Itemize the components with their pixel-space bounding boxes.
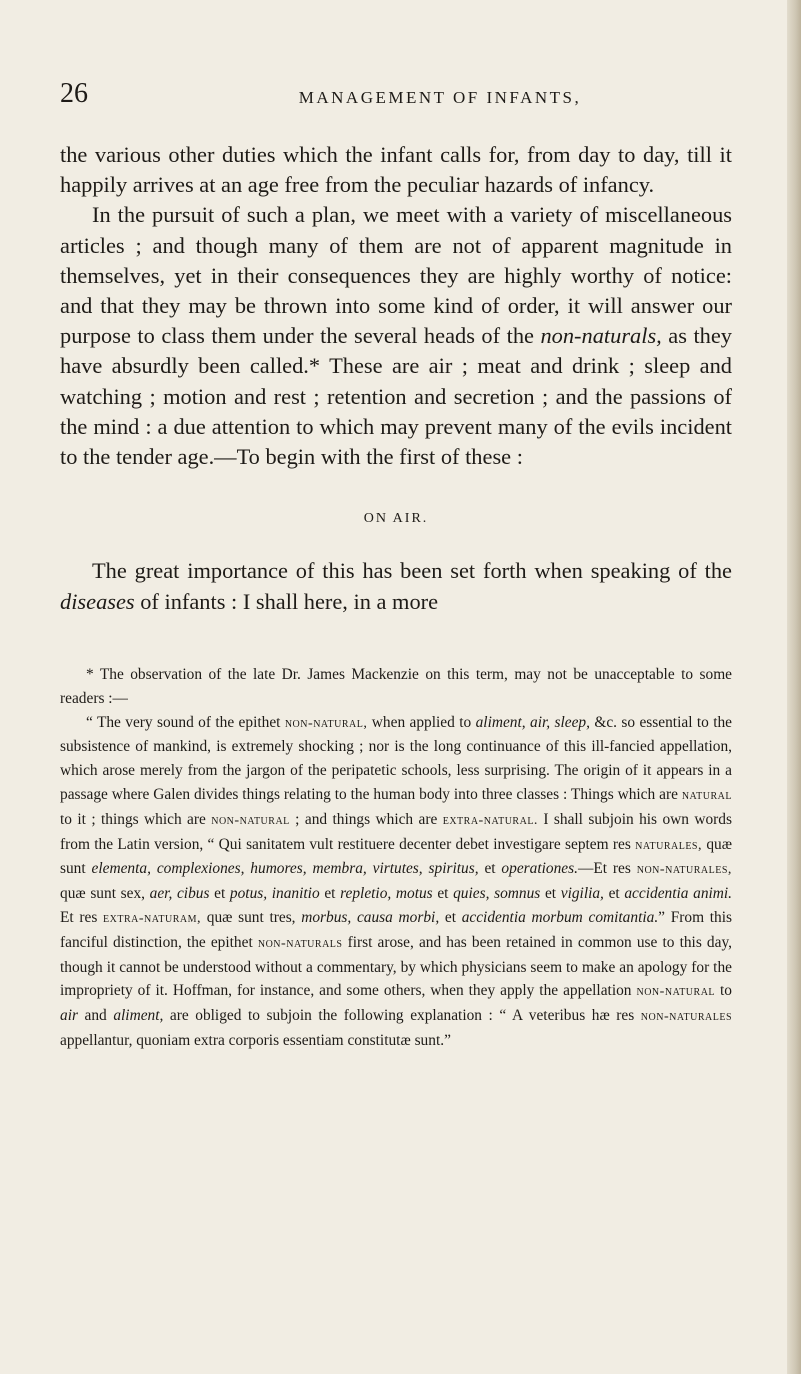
emphasis-diseases: diseases (60, 588, 135, 614)
footnote-intro: * The observation of the late Dr. James Mackenzie on this term, may not be unacceptable to some readers :— (60, 666, 732, 707)
main-text (60, 140, 732, 617)
paragraph-1: the various other duties which the infant calls for, from day to day, till it happily arrives at an age free from the peculiar hazards of infancy. (60, 142, 732, 198)
page-header (60, 78, 740, 118)
page-edge (787, 0, 801, 1374)
page-number: 26 (60, 78, 88, 109)
paragraph-2: In the pursuit of such a plan, we meet with a variety of miscellaneous articles ; and though many of them are not of apparent magnitude in themselves, yet in their consequences they are highly worthy of notice: and that they may be thrown into some kind of order, it will answer our purpose to class them under the several heads of the non-naturals, as they have absurdly been called.* These are air ; meat and drink ; sleep and watching ; motion and rest ; retention and secretion ; and the passions of the mind : a due attention to which may prevent many of the evils incident to the tender age.—To begin with the first of these : (60, 202, 732, 470)
footnote-quote: “ The very sound of the epithet non-natural, when applied to aliment, air, sleep, &c. so essential to the subsistence of mankind, is extremely shocking ; nor is the long continuance of this ill-fancied appellation, which arose merely from the jargon of the peripatetic schools, less surprising. The origin of it appears in a passage where Galen divides things relating to the human body into three classes : Things which are natural to it ; things which are non-natural ; and things which are extra-natural. I shall subjoin his own words from the Latin version, “ Qui sanitatem vult restituere decenter debet investigare septem res naturales, quæ sunt elementa, complexiones, humores, membra, virtutes, spiritus, et operationes.—Et res non-naturales, quæ sunt sex, aer, cibus et potus, inanitio et repletio, motus et quies, somnus et vigilia, et accidentia animi. Et res extra-naturam, quæ sunt tres, morbus, causa morbi, et accidentia morbum comitantia.” From this fanciful distinction, the epithet non-naturals first arose, and has been retained in common use to this day, though it cannot be understood without a commentary, by which physicians seem to make an apology for the impropriety of it. Hoffman, for instance, and some others, when they apply the appellation non-natural to air and aliment, are obliged to subjoin the following explanation : “ A veteribus hæ res non-naturales appellantur, quoniam extra corporis essentiam constitutæ sunt.” (60, 713, 733, 1049)
footnote (60, 663, 732, 1053)
emphasis-non-naturals: non-naturals, (540, 323, 662, 349)
paragraph-3: The great importance of this has been set forth when speaking of the diseases of infants : I shall here, in a more (60, 558, 732, 614)
running-head: MANAGEMENT OF INFANTS, (298, 88, 582, 107)
section-title: ON AIR. (363, 511, 429, 527)
